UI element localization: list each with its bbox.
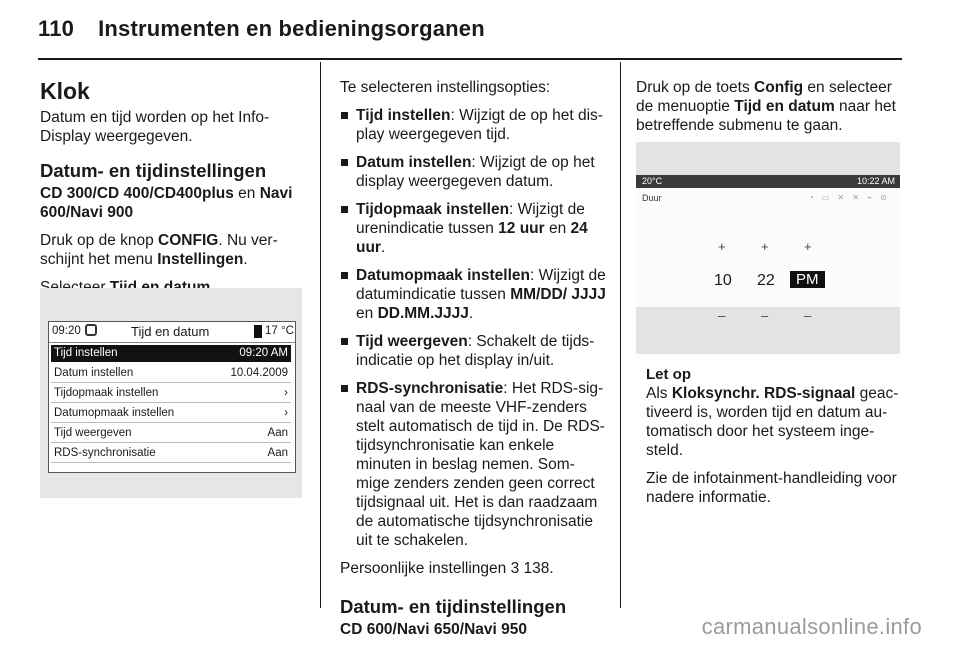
heading-datetime-settings-2: Datum- en tijdinstellingen [340,596,567,617]
display-clock: 09:20 [52,325,81,337]
note-paragraph-1: Als Kloksynchr. RDS-signaal geac- tiveerd is, worden tijd en datum au- tomatisch door het systeem inge- steld. [646,385,899,459]
personal-settings-ref: Persoonlijke instellingen 3 138. [340,560,554,577]
chapter-title: Instrumenten en bedieningsorganen [98,16,485,41]
column-3 [636,78,904,144]
display-clock-2: 10:22 AM [856,176,895,186]
status-icons: ◔ ▭ ✕ ✕ ⌁ ⊙ [808,193,890,202]
display-frame [48,321,296,473]
minute-value: 22 [757,272,775,289]
column-divider-2 [620,62,621,608]
section-title-klok: Klok [40,78,90,104]
note-box [646,366,904,516]
menu-row-show-time[interactable]: Tijd weergeven Aan [51,425,291,443]
minute-decrease-button[interactable]: – [761,308,769,323]
bullet-set-time: Tijd instellen: Wijzigt de op het dis- play weergegeven tijd. [340,106,606,144]
page-number: 110 [38,16,75,41]
column-2 [340,78,606,648]
clock-icon [85,324,97,336]
display-panel [636,175,900,323]
intro-paragraph: Datum en tijd worden op het Info-Display weergegeven. [40,109,270,145]
ampm-decrease-button[interactable]: – [804,308,812,323]
options-intro: Te selecteren instellingsopties: [340,79,551,96]
ampm-value: PM [790,271,825,288]
display-status-bar [636,175,900,188]
chevron-right-icon: › [284,407,288,419]
column-1 [40,78,302,306]
bullet-rds-sync: RDS-synchronisatie: Het RDS-sig- naal van de meeste VHF-zenders stelt automatisch de tijd in. De RDS-tijdsynchronisatie kan enkele minuten in beslag nemen. Som- mige zenders zenden geen correct tijdsignaal uit. Het is dan raadzaam de automatische tijdsynchronisatie uit te schakelen. [340,379,606,550]
minute-increase-button[interactable]: + [761,239,769,254]
chevron-right-icon: › [284,387,288,399]
model-subheading-2: CD 600/Navi 650/Navi 950 [340,621,527,638]
hour-increase-button[interactable]: + [718,239,726,254]
note-paragraph-2: Zie de infotainment-handleiding voor nadere informatie. [646,470,897,506]
config-paragraph: Druk op de toets Config en selecteer de menuoptie Tijd en datum naar het betreffende submenu te gaan. [636,79,896,134]
duration-label: Duur [642,193,662,203]
ampm-increase-button[interactable]: + [804,239,812,254]
menu-row-date-format[interactable]: Datumopmaak instellen › [51,405,291,423]
display-screenshot-time-date-menu [40,288,302,498]
menu-row-rds-sync[interactable]: RDS-synchronisatie Aan [51,445,291,463]
menu-row-time-format[interactable]: Tijdopmaak instellen › [51,385,291,403]
column-divider-1 [320,62,321,608]
page-header [38,16,485,42]
thermometer-icon [254,325,262,338]
menu-row-set-time[interactable]: Tijd instellen 09:20 AM [51,345,291,362]
hour-decrease-button[interactable]: – [718,308,726,323]
page-reference-link[interactable]: 3 138. [510,560,554,577]
bullet-time-format: Tijdopmaak instellen: Wijzigt de urenindicatie tussen 12 uur en 24 uur. [340,200,606,257]
press-config-paragraph: Druk op de knop CONFIG. Nu ver- schijnt het menu Instellingen. [40,232,278,268]
note-title: Let op [646,366,691,383]
bullet-set-date: Datum instellen: Wijzigt de op het display weergegeven datum. [340,153,606,191]
watermark: carmanualsonline.info [701,614,922,639]
hour-value: 10 [714,272,732,289]
display-menu-title: Tijd en datum [131,324,210,339]
menu-row-set-date[interactable]: Datum instellen 10.04.2009 [51,365,291,383]
display-temperature-2: 20°C [642,176,663,186]
display-title-bar [49,322,295,343]
bullet-date-format: Datumopmaak instellen: Wijzigt de datumindicatie tussen MM/DD/ JJJJ en DD.MM.JJJJ. [340,266,606,323]
display-screenshot-set-time [636,142,900,354]
heading-datetime-settings: Datum- en tijdinstellingen [40,160,267,181]
header-rule [38,58,902,60]
model-subheading: CD 300/CD 400/CD400plus en Navi 600/Navi 900 [40,185,293,221]
bullet-show-time: Tijd weergeven: Schakelt de tijds- indicatie op het display in/uit. [340,332,606,370]
display-temperature: 17 °C [265,325,294,337]
